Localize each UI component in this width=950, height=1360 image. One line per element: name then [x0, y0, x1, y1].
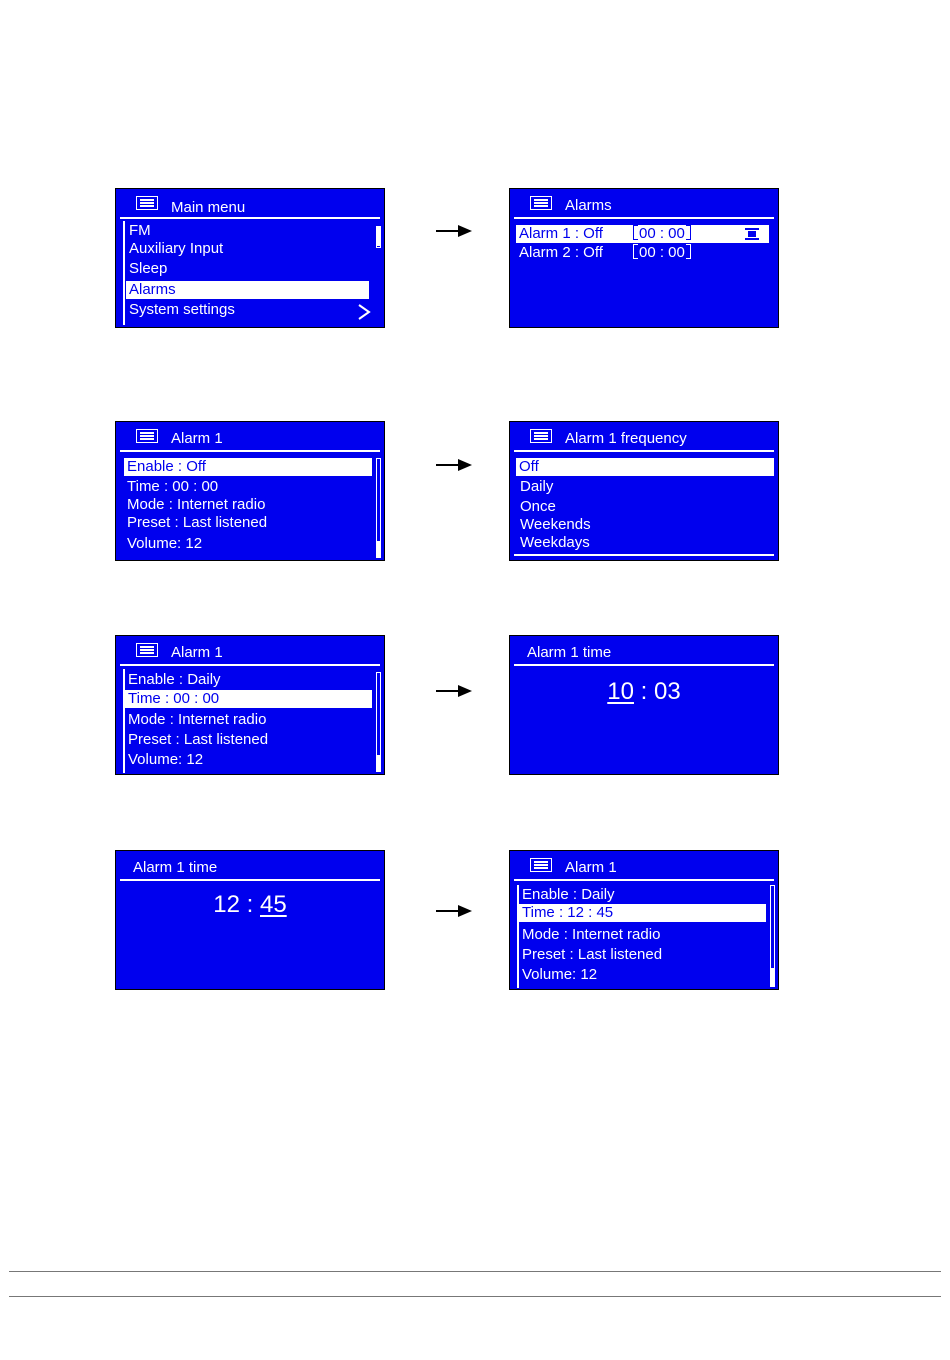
hour-field[interactable]: 10 [607, 678, 634, 705]
volume-option[interactable]: Volume: 12 [127, 535, 203, 552]
enable-option[interactable]: Enable : Off [124, 458, 372, 476]
menu-list-icon [530, 196, 552, 210]
chevron-right-icon [357, 303, 371, 321]
screen-title: Alarm 1 time [527, 644, 612, 661]
screen-header [510, 189, 778, 217]
preset-option[interactable]: Preset : Last listened [128, 731, 269, 748]
time-option[interactable]: Time : 00 : 00 [127, 478, 219, 495]
alarm-1-time-display [633, 225, 691, 243]
mode-option[interactable]: Mode : Internet radio [522, 926, 661, 943]
screen-title: Main menu [171, 199, 246, 216]
screen-title: Alarm 1 time [133, 859, 218, 876]
menu-item-alarms[interactable]: Alarms [126, 281, 369, 299]
alarm-2-time-display [633, 244, 691, 262]
menu-list-icon [530, 429, 552, 443]
header-divider [120, 217, 380, 219]
frequency-option-weekdays[interactable]: Weekdays [520, 534, 590, 551]
arrow-right-icon [436, 684, 472, 698]
time-colon: : [633, 678, 654, 705]
hour-field[interactable]: 12 [213, 891, 240, 918]
screen-header [510, 636, 778, 664]
menu-item-fm[interactable]: FM [129, 222, 151, 239]
alarm-bell-icon [745, 228, 759, 240]
frequency-option-daily[interactable]: Daily [520, 478, 554, 495]
menu-list-icon [136, 429, 158, 443]
frequency-option-off[interactable]: Off [516, 458, 774, 476]
screen-header [510, 422, 778, 450]
alarm-1-time-screen-minute [115, 850, 385, 990]
header-divider [120, 879, 380, 881]
screen-header [116, 851, 384, 879]
alarm-2-label: Alarm 2 : Off [519, 244, 603, 261]
enable-option[interactable]: Enable : Daily [128, 671, 221, 688]
scrollbar[interactable] [376, 458, 381, 558]
header-divider [514, 450, 774, 452]
minute-field[interactable]: 03 [654, 678, 681, 705]
time-editor [510, 678, 778, 706]
screen-title: Alarms [565, 197, 612, 214]
mode-option[interactable]: Mode : Internet radio [127, 496, 266, 513]
header-divider [514, 217, 774, 219]
alarm-1-row[interactable] [516, 225, 769, 243]
header-divider [514, 879, 774, 881]
alarm-1-label: Alarm 1 : Off [519, 225, 603, 242]
frequency-option-weekends[interactable]: Weekends [520, 516, 591, 533]
screen-title: Alarm 1 [171, 430, 223, 447]
screen-title: Alarm 1 [565, 859, 617, 876]
menu-list-icon [136, 196, 158, 210]
time-colon: : [239, 891, 260, 918]
volume-option[interactable]: Volume: 12 [522, 966, 598, 983]
alarms-screen [509, 188, 779, 328]
menu-list-icon [530, 858, 552, 872]
alarm-1-settings-screen-daily [115, 635, 385, 775]
alarm-1-frequency-screen [509, 421, 779, 561]
alarm-2-time: 00 : 00 [639, 244, 685, 261]
preset-option[interactable]: Preset : Last listened [127, 514, 268, 531]
header-divider [120, 664, 380, 666]
volume-option[interactable]: Volume: 12 [128, 751, 204, 768]
time-option[interactable]: Time : 00 : 00 [125, 690, 372, 708]
scrollbar[interactable] [376, 226, 381, 248]
alarm-1-settings-screen [115, 421, 385, 561]
minute-field[interactable]: 45 [260, 891, 287, 918]
screen-header [116, 636, 384, 664]
time-option[interactable]: Time : 12 : 45 [519, 904, 766, 922]
menu-list-icon [136, 643, 158, 657]
screen-title: Alarm 1 frequency [565, 430, 687, 447]
time-editor [116, 891, 384, 919]
screen-title: Alarm 1 [171, 644, 223, 661]
mode-option[interactable]: Mode : Internet radio [128, 711, 267, 728]
scrollbar[interactable] [376, 672, 381, 772]
footer-rule-bottom [9, 1296, 941, 1297]
screen-header [116, 189, 384, 217]
list-bottom-divider [514, 554, 774, 556]
alarm-1-settings-screen-final [509, 850, 779, 990]
alarm-2-row[interactable] [516, 244, 769, 262]
scrollbar[interactable] [770, 885, 775, 987]
header-divider [120, 450, 380, 452]
alarm-1-time-screen-hour [509, 635, 779, 775]
footer-rule-top [9, 1271, 941, 1272]
arrow-right-icon [436, 904, 472, 918]
header-divider [514, 664, 774, 666]
menu-item-auxiliary-input[interactable]: Auxiliary Input [129, 240, 224, 257]
frequency-option-once[interactable]: Once [520, 498, 556, 515]
menu-item-sleep[interactable]: Sleep [129, 260, 168, 277]
screen-header [510, 851, 778, 879]
enable-option[interactable]: Enable : Daily [522, 886, 615, 903]
arrow-right-icon [436, 458, 472, 472]
preset-option[interactable]: Preset : Last listened [522, 946, 663, 963]
alarm-1-time: 00 : 00 [639, 225, 685, 242]
menu-item-system-settings[interactable]: System settings [129, 301, 235, 318]
list-left-edge [123, 221, 125, 325]
main-menu-screen [115, 188, 385, 328]
screen-header [116, 422, 384, 450]
arrow-right-icon [436, 224, 472, 238]
